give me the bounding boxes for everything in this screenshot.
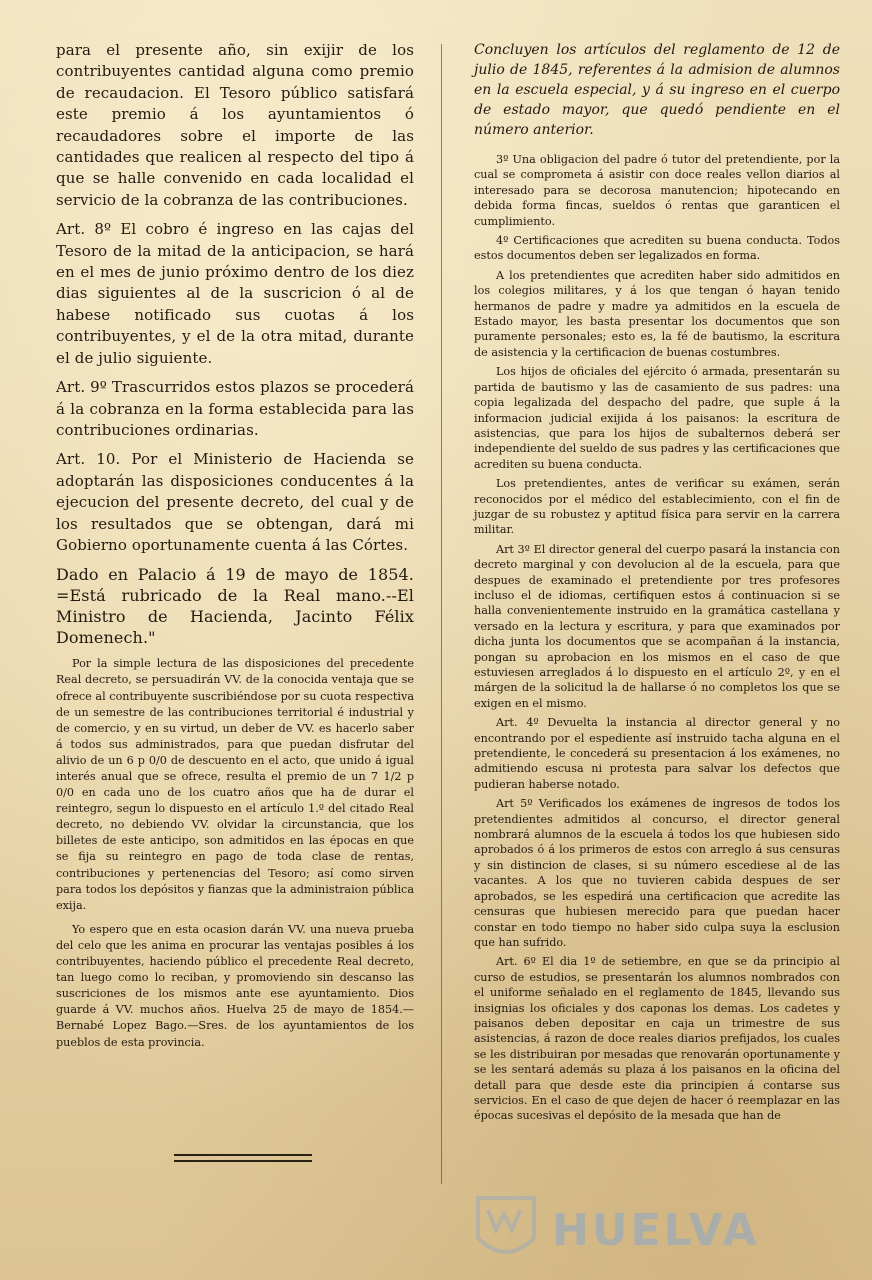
article-9: Art. 9º Trascurridos estos plazos se procederá á la cobranza en la forma establecida para las contribuciones ordinarias. (56, 378, 414, 439)
circular-paragraph-2: Yo espero que en esta ocasion darán VV. una nueva prueba del celo que les anima en procurar las ventajas posibles á los contribuyentes, haciendo público el precedente Real decreto, tan luego como lo reciban, y promoviendo sin descanso las suscriciones de los mismos ante ese ayuntamiento. Dios guarde á VV. muchos años. Huelva 25 de mayo de 1854.— Bernabé Lopez Bago.—Sres. de los ayuntamientos de los pueblos de esta provincia. (56, 922, 414, 1049)
right-paragraph-4: Los hijos de oficiales del ejército ó armada, presentarán su partida de bautismo y las de casamiento de sus padres: una copia legalizada del despacho del padre, que suple á la informacion judicial exijida á los paisanos: la escritura de asistencias, que para los hijos de subalternos deberá ser independiente del sueldo de sus padres y las certificaciones que acrediten su buena conducta. (474, 365, 840, 471)
article-4: Art. 4º Devuelta la instancia al director general y no encontrando por el espediente así instruido tacha alguna en el pretendiente, le concederá su presentacion á los exámenes, no admitiendo escusa ni protesta para salvar los defectos que pudieran haberse notado. (474, 716, 840, 791)
article-3: Art 3º El director general del cuerpo pasará la instancia con decreto marginal y con devolucion al de la escuela, para que despues de examinado el pretendiente por tres profesores incluso el de idiomas, certifiquen estos á continuacion si se halla convenientemente instruido en la gramática castellana y versado en la lectura y escritura, y para que examinados por dicha junta los documentos que se acompañan á la instancia, pongan su aprobacion en los mismos en el caso de que estuviesen arreglados á lo dispuesto en el artículo 2º, y en el márgen de la solicitud la de hallarse ó no completos los que se exigen en el mismo. (474, 542, 840, 710)
decree-text (56, 40, 414, 648)
right-paragraph-5: Los pretendientes, antes de verificar su exámen, serán reconocidos por el médico del establecimiento, con el fin de juzgar de su robustez y aptitud física para servir en la carrera militar. (474, 477, 840, 537)
circular-text (56, 656, 414, 1050)
left-column (56, 40, 414, 1059)
column-divider (441, 44, 442, 1184)
section-end-rule (174, 1154, 312, 1162)
right-paragraph-3: A los pretendientes que acrediten haber sido admitidos en los colegios militares, y á los que tengan ó hayan tenido hermanos de padre y madre ya admitidos en la escuela de Estado mayor, les basta presentar los documentos que son puramente personales; esto es, la fé de bautismo, la escritura de asistencia y la certificacion de buenas costumbres. (474, 268, 840, 359)
decree-signature: Dado en Palacio á 19 de mayo de 1854. =Está rubricado de la Real mano.--El Ministro de Hacienda, Jacinto Félix Domenech." (56, 565, 414, 648)
watermark-text: HUELVA (552, 1205, 760, 1256)
circular-paragraph-1: Por la simple lectura de las disposiciones del precedente Real decreto, se persuadirán VV. de la conocida ventaja que se ofrece al contribuyente suscribiéndose por su cuota respectiva de un semestre de las contribuciones territorial é industrial y de comercio, y en su virtud, un deber de VV. es hacerlo saber á todos sus administrados, para que puedan disfrutar del alivio de un 6 p 0/0 de descuento en el acto, que unido á igual interés anual que se ofrece, resulta el premio de un 7 1/2 p 0/0 en cada uno de los cuatro años que ha de durar el reintegro, segun lo dispuesto en el artículo 1.º del citado Real decreto, no debiendo VV. olvidar la circunstancia, que los billetes de este anticipo, son admitidos en las épocas en que se fija su reintegro en pago de toda clase de rentas, contribuciones y pertenencias del Tesoro; así como sirven para todos los depósitos y fianzas que la administraion pública exija. (56, 657, 414, 912)
article-10: Art. 10. Por el Ministerio de Hacienda se adoptarán las disposiciones conducentes á la ejecucion del presente decreto, del cual y de los resultados que se obtengan, dará mi Gobierno oportunamente cuenta á las Córtes. (56, 450, 414, 554)
decree-paragraph-1: para el presente año, sin exijir de los contribuyentes cantidad alguna como premio de recaudacion. El Tesoro público satisfará este premio á los ayuntamientos ó recaudadores sobre el importe de las cantidades que realicen al respecto del tipo á que se halle convenido en cada localidad el servicio de la cobranza de las contribuciones. (56, 41, 414, 209)
right-paragraph-2: 4º Certificaciones que acrediten su buena conducta. Todos estos documentos deben ser legalizados en forma. (474, 234, 840, 263)
section-heading: Concluyen los artículos del reglamento de 12 de julio de 1845, referentes á la admision de alumnos en la escuela especial, y á su ingreso en el cuerpo de estado mayor, que quedó pendiente en el número anterior. (474, 42, 840, 138)
right-column (474, 40, 840, 1128)
right-paragraph-1: 3º Una obligacion del padre ó tutor del pretendiente, por la cual se comprometa á asistir con doce reales vellon diarios al interesado para se decorosa manutencion; hipotecando en debida forma fincas, sueldos ó rentas que garanticen el cumplimiento. (474, 153, 840, 228)
article-5: Art 5º Verificados los exámenes de ingresos de todos los pretendientes admitidos al concurso, el director general nombrará alumnos de la escuela á todos los que hubiesen sido aprobados ó á los primeros de estos con arreglo á sus censuras y sin distincion de clases, si su número escediese al de las vacantes. A los que no tuvieren cabida despues de ser aprobados, se les espedirá una certificacion que acredite las censuras que hubiesen merecido para que puedan hacer constar en todo tiempo no haber sido culpa suya la esclusion que han sufrido. (474, 797, 840, 949)
article-6: Art. 6º El dia 1º de setiembre, en que se da principio al curso de estudios, se presentarán los alumnos nombrados con el uniforme señalado en el reglamento de 1845, llevando sus insignias los oficiales y dos caponas los demas. Los cadetes y paisanos deben depositar en caja un trimestre de sus asistencias, á razon de doce reales diarios prefijados, los cuales se les distribuiran por mesadas que renovarán oportunamente y se les sentará además su plaza á los paisanos en la oficina del detall para que desde este dia principien á contarse sus servicios. En el caso de que dejen de hacer ó reemplazar en las épocas sucesivas el depósito de la mesada que han de (474, 955, 840, 1123)
article-8: Art. 8º El cobro é ingreso en las cajas del Tesoro de la mitad de la anticipacion, se hará en el mes de junio próximo dentro de los diez dias siguientes al de la suscricion ó al de habese notificado sus cuotas á los contribuyentes, y el de la otra mitad, durante el de julio siguiente. (56, 220, 414, 367)
